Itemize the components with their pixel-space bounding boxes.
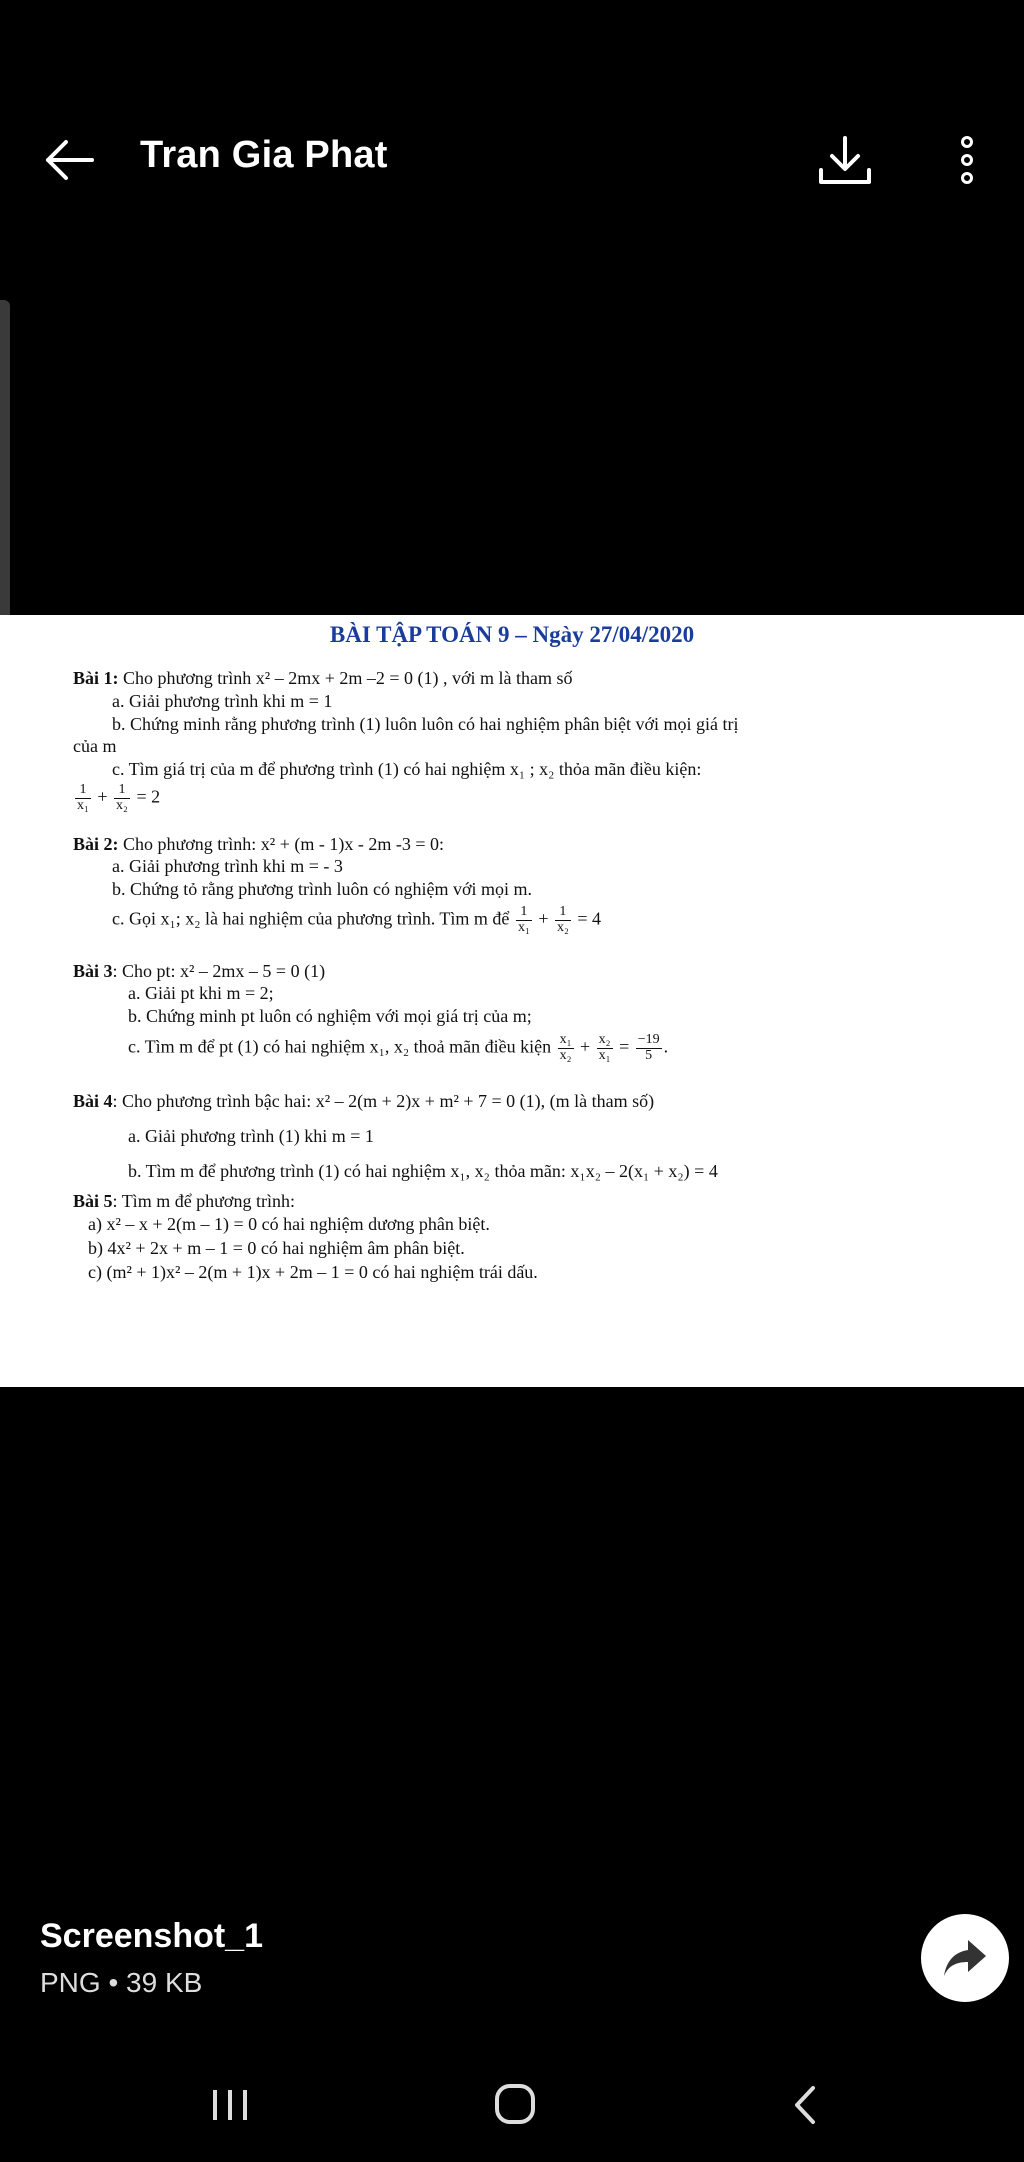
- file-meta: PNG • 39 KB: [40, 1967, 203, 1998]
- exercise-5: Bài 5: Tìm m để phương trình:: [73, 1191, 295, 1211]
- exercise-1: Bài 1: Cho phương trình x² – 2mx + 2m –2 = 0 (1) , với m là tham số: [73, 668, 573, 688]
- document-heading: BÀI TẬP TOÁN 9 – Ngày 27/04/2020: [329, 622, 695, 647]
- exercise-1b: b. Chứng minh rằng phương trình (1) luôn luôn có hai nghiệm phân biệt với mọi giá trị: [112, 714, 739, 734]
- more-options-button[interactable]: [950, 130, 984, 190]
- exercise-5b: b) 4x² + 2x + m – 1 = 0 có hai nghiệm âm phân biệt.: [88, 1238, 465, 1258]
- home-icon: [490, 2081, 540, 2127]
- file-name: Screenshot_1: [40, 1917, 263, 1955]
- app-bar: [0, 0, 1024, 320]
- exercise-2c: c. Gọi x₁; x₂ là hai nghiệm của phương trình. Tìm m để $\frac{1}{\text{x₁}}$ + $\frac{1}{\text{x₂}}$ = 4: [112, 904, 602, 935]
- exercise-1b-cont: của m: [73, 736, 117, 756]
- arrow-left-icon: [40, 135, 100, 185]
- page-title: Tran Gia Phat: [140, 134, 388, 176]
- share-icon: [942, 1938, 988, 1978]
- exercise-4a: a. Giải phương trình (1) khi m = 1: [128, 1126, 374, 1146]
- exercise-2a: a. Giải phương trình khi m = - 3: [112, 856, 343, 876]
- back-button[interactable]: [40, 135, 100, 185]
- document-image: [0, 615, 1024, 1387]
- nav-back-button[interactable]: [785, 2082, 825, 2128]
- exercise-3: Bài 3: Cho pt: x² – 2mx – 5 = 0 (1): [73, 961, 326, 981]
- nav-back-icon: [785, 2082, 825, 2128]
- exercise-4b: b. Tìm m để phương trình (1) có hai nghiệm x₁, x₂ thỏa mãn: x₁x₂ – 2(x₁ + x₂) = 4: [128, 1161, 718, 1181]
- exercise-3c: c. Tìm m để pt (1) có hai nghiệm x₁, x₂ thoả mãn điều kiện $\frac{\text{x₁}}{\text{x₂}}$ + $\frac{\text{x₂}}{\text{x₁}}$ = $\frac{-19}{5}$ .: [128, 1032, 669, 1063]
- recent-apps-button[interactable]: [205, 2085, 255, 2125]
- exercise-5a: a) x² – x + 2(m – 1) = 0 có hai nghiệm dương phân biệt.: [88, 1214, 490, 1234]
- home-button[interactable]: [490, 2081, 540, 2127]
- exercise-3a: a. Giải pt khi m = 2;: [128, 983, 274, 1003]
- recent-apps-icon: [205, 2085, 255, 2125]
- download-button[interactable]: [815, 130, 875, 190]
- exercise-1c: c. Tìm giá trị của m để phương trình (1) có hai nghiệm x₁ ; x₂ thỏa mãn điều kiện:: [112, 759, 702, 779]
- exercise-4: Bài 4: Cho phương trình bậc hai: x² – 2(m + 2)x + m² + 7 = 0 (1), (m là tham số): [73, 1091, 655, 1111]
- exercise-1a: a. Giải phương trình khi m = 1: [112, 691, 333, 711]
- exercise-2: Bài 2: Cho phương trình: x² + (m - 1)x - 2m -3 = 0:: [73, 834, 444, 854]
- exercise-5c: c) (m² + 1)x² – 2(m + 1)x + 2m – 1 = 0 có hai nghiệm trái dấu.: [88, 1262, 538, 1282]
- more-vertical-icon: [950, 130, 984, 190]
- exercise-1-condition: $\frac{1}{\text{x₁}}$ + $\frac{1}{\text{x₂}}$ = 2: [77, 782, 161, 813]
- download-icon: [815, 130, 875, 190]
- exercise-2b: b. Chứng tỏ rằng phương trình luôn có nghiệm với mọi m.: [112, 879, 533, 899]
- exercise-3b: b. Chứng minh pt luôn có nghiệm với mọi giá trị của m;: [128, 1006, 532, 1026]
- share-button[interactable]: [921, 1914, 1009, 2002]
